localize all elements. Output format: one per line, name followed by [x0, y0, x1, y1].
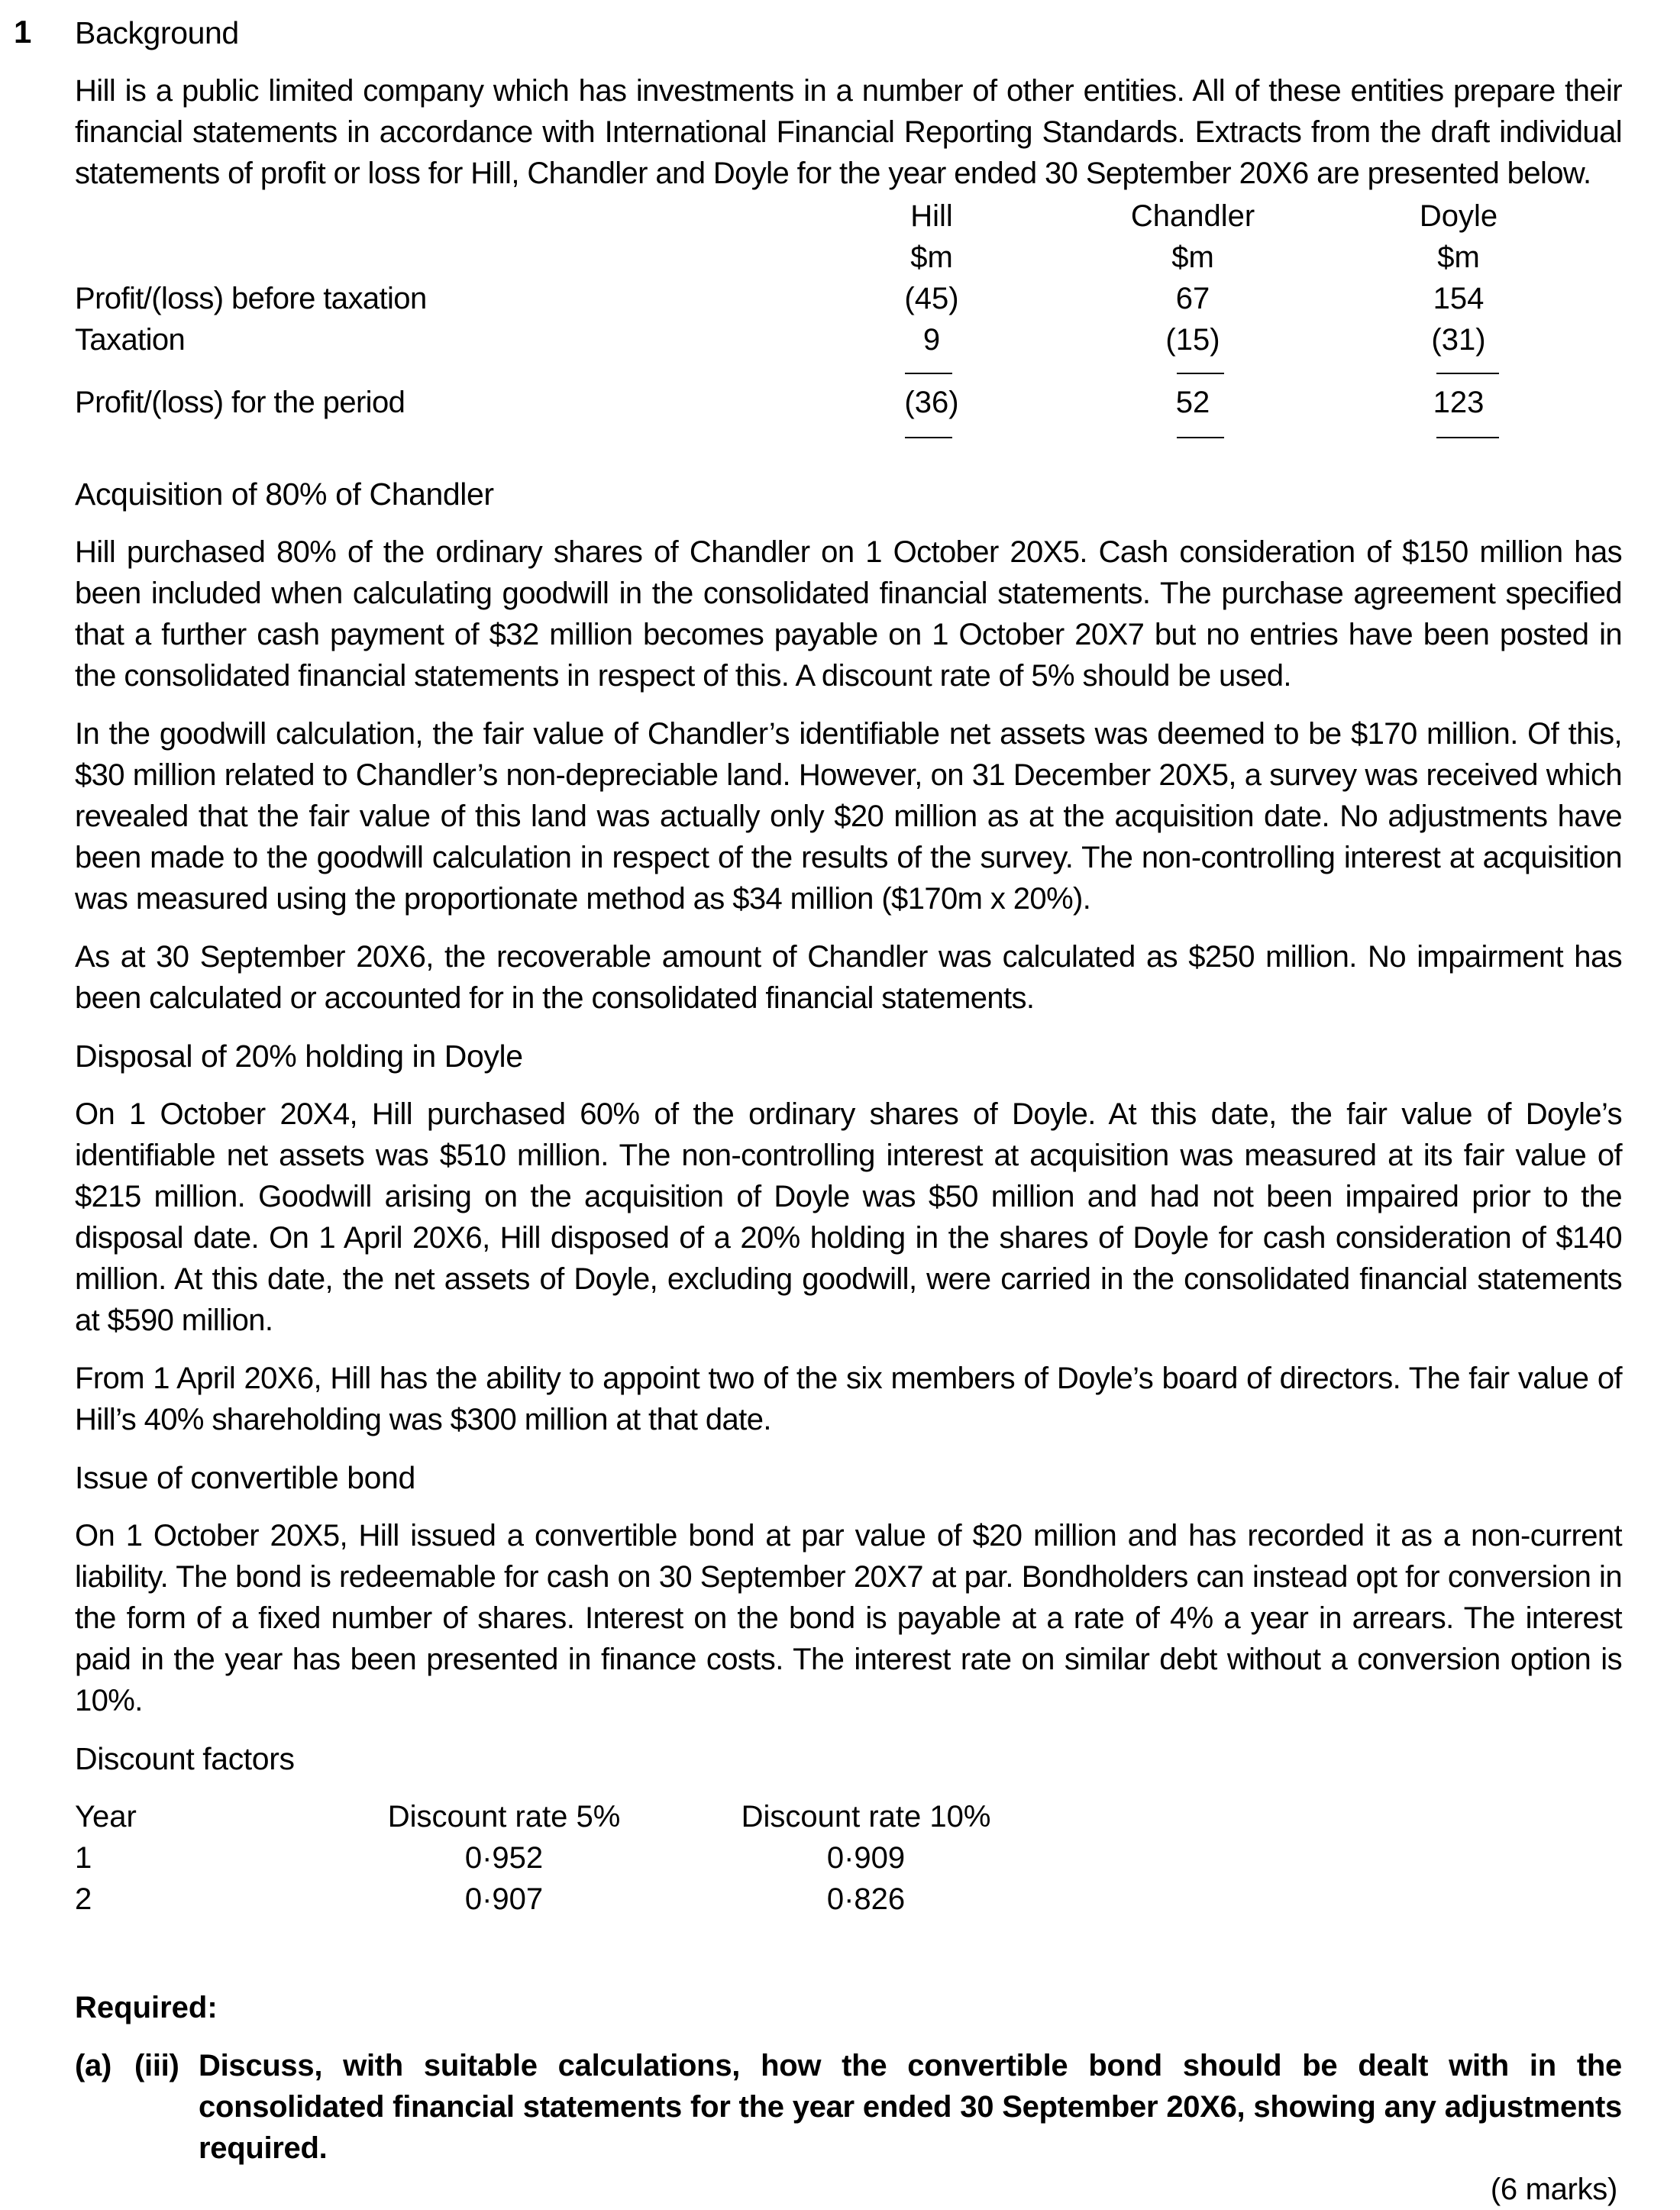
column-header-chandler: Chandler: [1130, 199, 1255, 233]
row-label: Profit/(loss) before taxation: [75, 282, 427, 315]
subtotal-rule: [1177, 373, 1224, 374]
cell-value: (45): [904, 282, 959, 315]
column-header-hill: Hill: [910, 199, 953, 233]
section-heading: Issue of convertible bond: [75, 1460, 415, 1495]
cell-value: 154: [1433, 282, 1485, 315]
column-header: Discount rate 10%: [741, 1800, 991, 1834]
pl-header-names: [75, 195, 1622, 237]
unit-chandler: $m: [1171, 241, 1214, 274]
row-label: Profit/(loss) for the period: [75, 386, 405, 419]
required-label: Required:: [75, 1991, 218, 2024]
section-heading: Acquisition of 80% of Chandler: [75, 477, 494, 512]
cell-year: 1: [75, 1841, 92, 1875]
cell-value: (31): [1431, 323, 1486, 357]
cell-value: (36): [904, 386, 959, 419]
cell-value: 9: [922, 323, 941, 357]
paragraph: In the goodwill calculation, the fair value of Chandler’s identifiable net assets was deemed to be $170 million. Of this, $30 million related to Chandler’s non-depreciable land. However, on 31 December 20X5, a survey was received which revealed that the fair value of this land was actually only $20 million as at the acquisition date. No adjustments have been made to the goodwill calculation in respect of the results of the survey. The non-controlling interest at acquisition was measured using the proportionate method as $34 million ($170m x 20%).: [75, 717, 1622, 916]
cell-value: 67: [1175, 282, 1210, 315]
section-heading: Discount factors: [75, 1741, 295, 1776]
cell-value: 52: [1175, 386, 1210, 419]
total-rule: [1177, 437, 1224, 438]
requirement-text: Discuss, with suitable calculations, how the convertible bond should be dealt with in the consolidated financial statements for the year ended 30 September 20X6, showing any adjustments required.: [199, 2049, 1622, 2165]
subtotal-rule: [1436, 373, 1499, 374]
unit-doyle: $m: [1437, 241, 1480, 274]
question-number: 1: [14, 14, 32, 50]
cell-value: 0·952: [464, 1841, 544, 1875]
section-doyle: [75, 1036, 1622, 1440]
paragraph: Hill purchased 80% of the ordinary shares of Chandler on 1 October 20X5. Cash consideration of $150 million has been included when calculating goodwill in the consolidated financial statements. The purchase agreement specified that a further cash payment of $32 million becomes payable on 1 October 20X7 but no entries have been posted in the consolidated financial statements in respect of this. A discount rate of 5% should be used.: [75, 535, 1622, 693]
cell-value: (15): [1165, 323, 1220, 357]
column-header: Discount rate 5%: [387, 1800, 621, 1834]
cell-year: 2: [75, 1882, 92, 1916]
table-header-row: [75, 1796, 1622, 1837]
table-row: [75, 319, 1622, 360]
paragraph: On 1 October 20X5, Hill issued a convertible bond at par value of $20 million and has recorded it as a non-current liability. The bond is redeemable for cash on 30 September 20X7 at par. Bondholders can instead opt for conversion in the form of a fixed number of shares. Interest on the bond is payable at a rate of 4% a year in arrears. The interest paid in the year has been presented in finance costs. The interest rate on similar debt without a conversion option is 10%.: [75, 1519, 1622, 1717]
marks-label: (6 marks): [1490, 2173, 1617, 2206]
total-rule: [1436, 437, 1499, 438]
table-row: [75, 278, 1622, 319]
discount-factor-table: [75, 1796, 1622, 1920]
column-header: Year: [75, 1800, 137, 1834]
profit-loss-table: [75, 195, 1622, 443]
subtotal-rule: [905, 373, 952, 374]
unit-hill: $m: [910, 241, 953, 274]
section-convertible-bond: [75, 1457, 1622, 1721]
cell-value: 0·907: [464, 1882, 544, 1916]
pl-header-units: [75, 237, 1622, 278]
section-heading: Disposal of 20% holding in Doyle: [75, 1039, 523, 1074]
cell-value: 0·826: [826, 1882, 906, 1916]
subpart-label: (iii): [134, 2049, 179, 2082]
question-body: [75, 12, 1622, 2210]
table-row: [75, 1837, 1622, 1879]
paragraph: On 1 October 20X4, Hill purchased 60% of the ordinary shares of Doyle. At this date, the fair value of Doyle’s identifiable net assets was $510 million. The non-controlling interest at acquisition was measured at its fair value of $215 million. Goodwill arising on the acquisition of Doyle was $50 million and had not been impaired prior to the disposal date. On 1 April 20X6, Hill disposed of a 20% holding in the shares of Doyle for cash consideration of $140 million. At this date, the net assets of Doyle, excluding goodwill, were carried in the consolidated financial statements at $590 million.: [75, 1097, 1622, 1337]
row-label: Taxation: [75, 323, 186, 357]
section-heading-background: Background: [75, 15, 239, 50]
intro-paragraph: Hill is a public limited company which has investments in a number of other entities. All of these entities prepare their financial statements in accordance with International Financial Reporting Standards. Extracts from the draft individual statements of profit or loss for Hill, Chandler and Doyle for the year ended 30 September 20X6 are presented below.: [75, 74, 1622, 190]
paragraph: As at 30 September 20X6, the recoverable amount of Chandler was calculated as $250 million. No impairment has been calculated or accounted for in the consolidated financial statements.: [75, 940, 1622, 1015]
requirement-item: [75, 2045, 1622, 2210]
cell-value: 123: [1433, 386, 1485, 419]
column-header-doyle: Doyle: [1419, 199, 1498, 233]
section-chandler: [75, 473, 1622, 1019]
section-discount-factors: [75, 1738, 1622, 1920]
part-label: (a): [75, 2049, 111, 2082]
cell-value: 0·909: [826, 1841, 906, 1875]
paragraph: From 1 April 20X6, Hill has the ability to appoint two of the six members of Doyle’s board of directors. The fair value of Hill’s 40% shareholding was $300 million at that date.: [75, 1362, 1622, 1436]
table-row: [75, 1879, 1622, 1920]
total-rule: [905, 437, 952, 438]
table-row: [75, 382, 1622, 423]
